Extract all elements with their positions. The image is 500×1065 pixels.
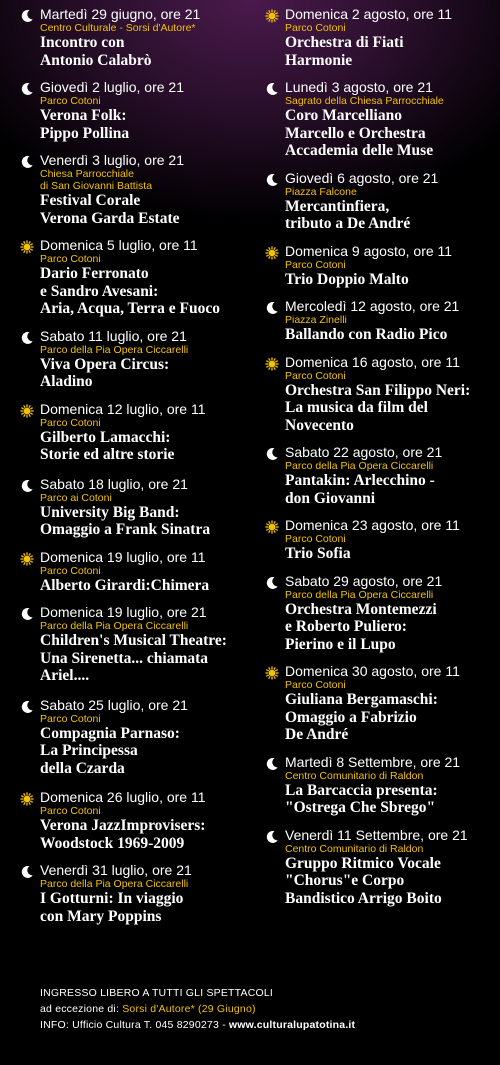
event-date: Domenica 5 luglio, ore 11 (40, 237, 198, 253)
event-date: Domenica 12 luglio, ore 11 (40, 400, 206, 417)
event-entry (265, 170, 497, 233)
event-venue: Centro Comunitario di Raldon (285, 769, 424, 782)
event-venue: Sagrato della Chiesa Parrocchiale (285, 95, 444, 107)
sun-icon (265, 357, 279, 371)
event-title: e Sandro Avesani: (40, 282, 159, 300)
event-entry (20, 862, 260, 925)
moon-icon (20, 331, 34, 345)
event-title: Mercantinfiera, (285, 197, 390, 215)
event-title: Novecento (285, 416, 354, 434)
event-entry (265, 79, 497, 160)
event-title: De André (285, 726, 349, 743)
event-date: Martedì 29 giugno, ore 21 (40, 6, 201, 22)
event-title: Ariel.... (40, 667, 90, 684)
event-title: Una Sirenetta... chiamata (40, 649, 209, 667)
event-date: Domenica 9 agosto, ore 11 (285, 242, 453, 259)
event-entry (265, 827, 497, 908)
event-venue: Parco Cotoni (40, 805, 101, 817)
event-title: Storie ed altre storie (40, 446, 175, 463)
event-entry (265, 243, 497, 289)
event-entry (20, 697, 260, 778)
event-venue: Parco della Pia Opera Ciccarelli (40, 878, 189, 890)
event-entry (265, 517, 497, 563)
event-title: Omaggio a Frank Sinatra (40, 521, 211, 538)
event-title: Verona Folk: (40, 107, 127, 124)
event-entry (265, 663, 497, 744)
event-date: Sabato 29 agosto, ore 21 (285, 572, 443, 589)
event-title: Dario Ferronato (40, 265, 149, 282)
event-date: Domenica 19 luglio, ore 11 (40, 548, 206, 565)
event-date: Domenica 19 luglio, ore 21 (40, 604, 207, 620)
event-title: La musica da film del (285, 399, 428, 416)
event-entry (265, 6, 497, 69)
event-venue: di San Giovanni Battista (40, 180, 153, 192)
sun-icon (20, 240, 34, 254)
event-venue: Parco Cotoni (40, 253, 101, 265)
moon-icon (20, 9, 34, 23)
event-title: Compagnia Parnaso: (40, 724, 180, 742)
event-entry (20, 6, 260, 69)
event-title: don Giovanni (285, 489, 376, 507)
sun-icon (20, 792, 34, 806)
event-title: Verona Garda Estate (40, 209, 180, 227)
event-title: Children's Musical Theatre: (40, 632, 227, 649)
event-title: con Mary Poppins (40, 907, 162, 925)
event-venue: Parco Cotoni (285, 533, 346, 545)
event-date: Sabato 22 agosto, ore 21 (285, 444, 443, 460)
event-title: Trio Doppio Malto (285, 270, 409, 288)
footer (40, 985, 480, 1033)
event-entry (20, 79, 260, 142)
event-entry (265, 444, 497, 507)
event-title: Accademia delle Muse (285, 142, 434, 159)
event-date: Domenica 30 agosto, ore 11 (285, 663, 460, 679)
event-venue: Piazza Falcone (285, 185, 357, 198)
event-venue: Parco Cotoni (40, 712, 101, 725)
event-title: "Chorus"e Corpo (285, 872, 405, 889)
left-column (20, 6, 260, 925)
event-venue: Parco Cotoni (285, 369, 346, 382)
event-title: Trio Sofia (285, 545, 351, 562)
footer-free-entry: INGRESSO LIBERO A TUTTI GLI SPETTACOLI (40, 987, 274, 999)
event-date: Sabato 18 luglio, ore 21 (40, 475, 188, 492)
event-title: Festival Corale (40, 192, 141, 209)
moon-icon (20, 700, 34, 714)
footer-exception-label: ad eccezione di: (40, 1003, 123, 1015)
event-venue: Parco Cotoni (40, 564, 101, 577)
event-venue: Parco della Pia Opera Ciccarelli (40, 620, 189, 632)
moon-icon (20, 82, 34, 96)
event-venue: Piazza Zinelli (285, 314, 347, 326)
event-date: Domenica 23 agosto, ore 11 (285, 517, 460, 533)
event-title: La Principessa (40, 742, 138, 759)
footer-info-phone: INFO: Ufficio Cultura T. 045 8290273 - (40, 1019, 229, 1031)
event-title: Aria, Acqua, Terra e Fuoco (40, 300, 220, 317)
event-venue: Parco Cotoni (40, 95, 101, 107)
event-title: tributo a De André (285, 215, 411, 232)
event-entry (20, 549, 260, 595)
event-entry (20, 152, 260, 227)
footer-website-link[interactable]: www.culturalupatotina.it (228, 1019, 356, 1031)
event-date: Sabato 11 luglio, ore 21 (40, 327, 187, 344)
event-title: Marcello e Orchestra (285, 124, 426, 142)
moon-icon (265, 830, 279, 844)
event-venue: Parco ai Cotoni (40, 491, 112, 504)
moon-icon (265, 173, 279, 187)
event-date: Venerdì 3 luglio, ore 21 (40, 152, 184, 168)
event-title: Ballando con Radio Pico (285, 326, 448, 343)
event-date: Lunedì 3 agosto, ore 21 (285, 79, 433, 95)
moon-icon (20, 155, 34, 169)
event-title: Pippo Pollina (40, 124, 130, 142)
event-venue: Parco Cotoni (40, 416, 101, 429)
event-entry (20, 789, 260, 852)
sun-icon (20, 404, 34, 418)
event-venue: Parco della Pia Opera Ciccarelli (285, 588, 434, 601)
event-title: Alberto Girardi:Chimera (40, 576, 210, 594)
event-title: Antonio Calabrò (40, 51, 152, 69)
event-title: Orchestra Montemezzi (285, 600, 437, 618)
event-entry (20, 604, 260, 685)
event-title: Woodstock 1969-2009 (40, 834, 185, 852)
event-date: Domenica 26 luglio, ore 11 (40, 789, 206, 805)
event-title: Incontro con (40, 34, 125, 51)
event-entry (265, 354, 497, 435)
event-title: University Big Band: (40, 503, 180, 521)
event-date: Domenica 2 agosto, ore 11 (285, 6, 453, 22)
event-entry (20, 237, 260, 318)
event-entry (265, 573, 497, 654)
sun-icon (265, 666, 279, 680)
right-column (265, 6, 497, 907)
footer-exception (40, 1001, 480, 1017)
event-title: I Gotturni: In viaggio (40, 890, 184, 907)
event-entry (265, 754, 497, 817)
event-title: "Ostrega Che Sbrego" (285, 799, 436, 816)
moon-icon (265, 447, 279, 461)
event-title: Aladino (40, 373, 93, 390)
event-entry (20, 476, 260, 539)
moon-icon (265, 82, 279, 96)
event-venue: Chiesa Parrocchiale (40, 168, 134, 180)
sun-icon (265, 246, 279, 260)
event-title: Orchestra di Fiati (285, 34, 404, 51)
moon-icon (20, 607, 34, 621)
event-title: Orchestra San Filippo Neri: (285, 381, 471, 399)
sun-icon (20, 552, 34, 566)
sun-icon (265, 9, 279, 23)
moon-icon (265, 301, 279, 315)
event-venue: Parco della Pia Opera Ciccarelli (285, 460, 434, 472)
event-title: Coro Marcelliano (285, 107, 402, 124)
event-venue: Parco Cotoni (285, 258, 346, 271)
moon-icon (20, 865, 34, 879)
event-entry (20, 328, 260, 391)
event-venue: Parco Cotoni (285, 679, 346, 691)
event-venue: Parco Cotoni (285, 22, 346, 34)
event-venue: Centro Culturale - Sorsi d'Autore* (40, 22, 196, 34)
sun-icon (265, 520, 279, 534)
event-title: Bandistico Arrigo Boito (285, 889, 442, 907)
event-title: Verona JazzImprovisers: (40, 817, 206, 834)
event-title: Gruppo Ritmico Vocale (285, 854, 441, 872)
event-date: Giovedì 6 agosto, ore 21 (285, 169, 439, 186)
event-title: La Barcaccia presenta: (285, 781, 438, 799)
moon-icon (265, 576, 279, 590)
event-date: Giovedì 2 luglio, ore 21 (40, 79, 184, 95)
event-entry (20, 401, 260, 464)
event-date: Mercoledì 12 agosto, ore 21 (285, 298, 460, 314)
event-date: Venerdì 11 Settembre, ore 21 (285, 826, 468, 843)
footer-info (40, 1017, 480, 1033)
event-venue: Centro Comunitario di Raldon (285, 842, 424, 855)
event-title: Viva Opera Circus: (40, 355, 170, 373)
moon-icon (20, 479, 34, 493)
event-title: e Roberto Puliero: (285, 618, 407, 635)
event-title: Pantakin: Arlecchino - (285, 472, 435, 489)
event-title: Harmonie (285, 51, 353, 69)
event-title: Gilberto Lamacchi: (40, 428, 171, 446)
event-date: Domenica 16 agosto, ore 11 (285, 353, 460, 370)
event-entry (265, 298, 497, 344)
event-date: Venerdì 31 luglio, ore 21 (40, 862, 192, 878)
footer-exception-event: Sorsi d'Autore* (29 Giugno) (122, 1003, 256, 1015)
moon-icon (265, 757, 279, 771)
event-title: Giuliana Bergamaschi: (285, 691, 438, 708)
event-title: Pierino e il Lupo (285, 635, 396, 653)
event-title: della Czarda (40, 759, 125, 777)
event-date: Sabato 25 luglio, ore 21 (40, 696, 188, 713)
event-title: Omaggio a Fabrizio (285, 708, 417, 726)
event-venue: Parco della Pia Opera Ciccarelli (40, 343, 189, 356)
event-date: Martedì 8 Settembre, ore 21 (285, 753, 461, 770)
